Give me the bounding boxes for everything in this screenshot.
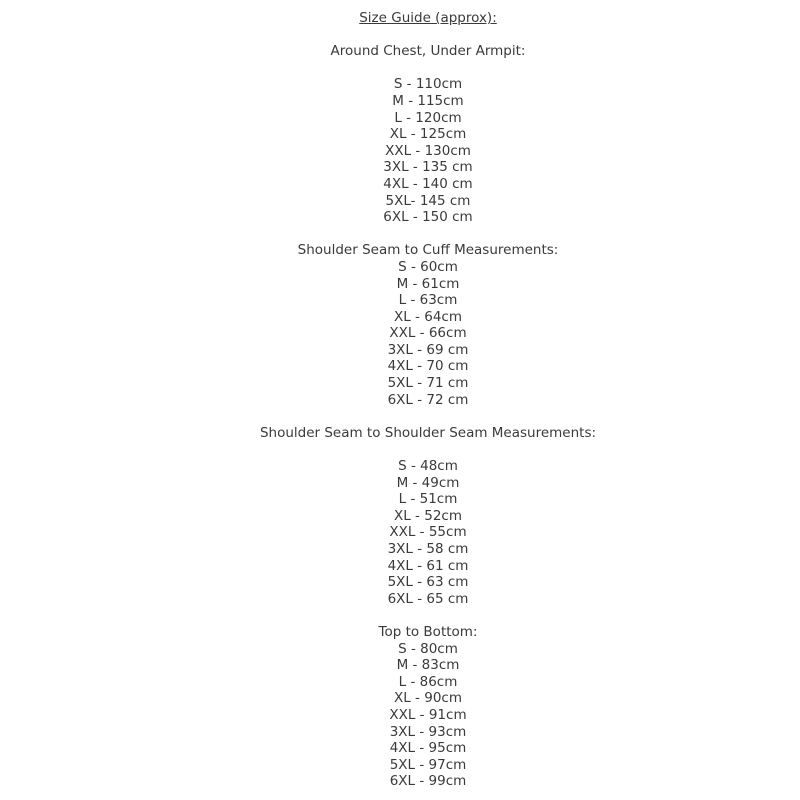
section-heading: Around Chest, Under Armpit:	[330, 43, 526, 60]
size-measurement-line: 6XL - 65 cm	[387, 590, 469, 607]
size-measurement-line: M - 115cm	[392, 92, 464, 109]
section-heading: Shoulder Seam to Cuff Measurements:	[297, 242, 559, 259]
blank-line	[56, 226, 800, 243]
size-measurement-line: 6XL - 150 cm	[383, 209, 473, 226]
size-measurement-line: L - 120cm	[394, 109, 462, 126]
size-measurement-line: 6XL - 99cm	[389, 773, 467, 790]
size-measurement-line: M - 49cm	[396, 474, 460, 491]
size-measurement-line: 4XL - 61 cm	[387, 557, 469, 574]
blank-line	[56, 607, 800, 624]
size-measurement-line: 3XL - 93cm	[389, 723, 467, 740]
sections-container	[56, 27, 800, 790]
size-measurement-line: S - 110cm	[393, 76, 463, 93]
section-heading: Top to Bottom:	[378, 623, 478, 640]
size-measurement-line: 4XL - 95cm	[389, 740, 467, 757]
size-measurement-line: 5XL- 145 cm	[385, 192, 471, 209]
size-measurement-line: XL - 90cm	[394, 690, 462, 707]
size-measurement-line: XXL - 66cm	[389, 325, 467, 342]
size-measurement-line: M - 83cm	[396, 657, 460, 674]
size-measurement-line: 5XL - 97cm	[389, 756, 467, 773]
blank-line	[56, 408, 800, 425]
size-measurement-line: L - 63cm	[398, 292, 458, 309]
size-measurement-line: 6XL - 72 cm	[387, 391, 469, 408]
size-measurement-line: 5XL - 63 cm	[387, 574, 469, 591]
size-measurement-line: S - 48cm	[398, 458, 458, 475]
size-measurement-line: 4XL - 140 cm	[383, 175, 473, 192]
size-measurement-line: L - 51cm	[398, 491, 458, 508]
size-measurement-line: XL - 64cm	[394, 308, 462, 325]
page-title: Size Guide (approx):	[359, 10, 497, 26]
size-measurement-line: XL - 125cm	[389, 126, 467, 143]
blank-line	[56, 441, 800, 458]
size-measurement-line: L - 86cm	[398, 673, 458, 690]
size-guide-document	[56, 0, 800, 790]
size-measurement-line: XXL - 91cm	[389, 706, 467, 723]
size-measurement-line: 3XL - 69 cm	[387, 341, 469, 358]
size-measurement-line: 4XL - 70 cm	[387, 358, 469, 375]
size-measurement-line: 5XL - 71 cm	[387, 375, 469, 392]
size-measurement-line: S - 80cm	[398, 640, 458, 657]
size-measurement-line: XXL - 130cm	[385, 142, 471, 159]
blank-line	[56, 27, 800, 44]
size-measurement-line: M - 61cm	[396, 275, 460, 292]
size-measurement-line: 3XL - 135 cm	[383, 159, 473, 176]
size-measurement-line: S - 60cm	[398, 258, 458, 275]
size-measurement-line: 3XL - 58 cm	[387, 541, 469, 557]
size-measurement-line: XL - 52cm	[394, 507, 462, 524]
size-measurement-line: XXL - 55cm	[389, 524, 467, 541]
blank-line	[56, 60, 800, 77]
section-heading: Shoulder Seam to Shoulder Seam Measurements:	[259, 424, 597, 441]
